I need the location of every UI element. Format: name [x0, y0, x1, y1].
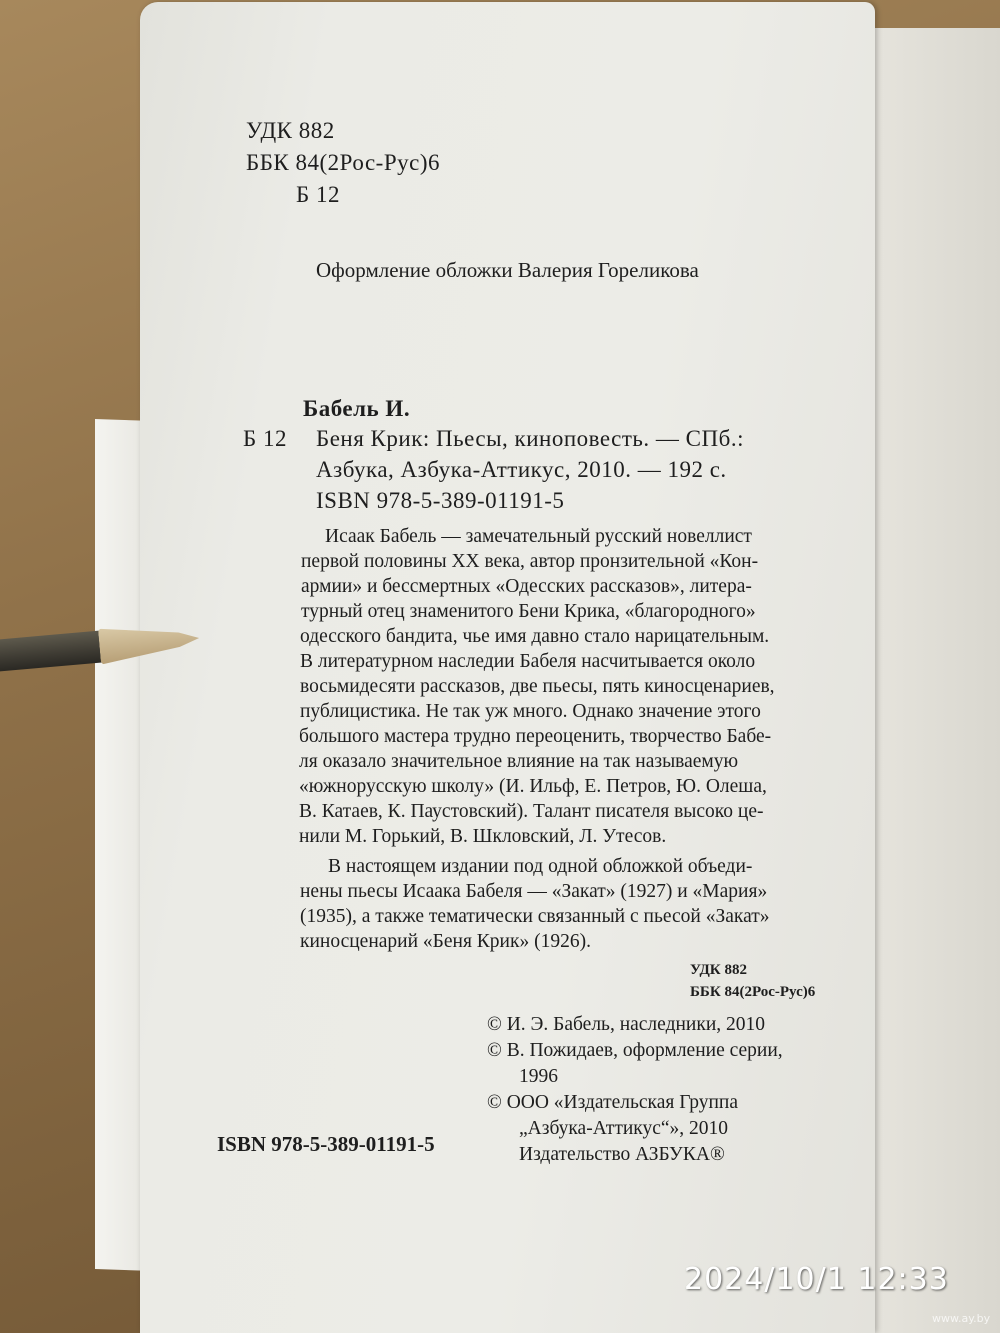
copyright-line: © В. Пожидаев, оформление серии, [487, 1040, 783, 1061]
annotation-line: Исаак Бабель — замечательный русский новеллист [325, 526, 752, 547]
annotation-line: нили М. Горький, В. Шкловский, Л. Утесов. [299, 826, 667, 847]
udk-code-bottom: УДК 882 [690, 962, 747, 978]
annotation-line: ля оказало значительное влияние на так называемую [299, 751, 739, 772]
catalog-isbn: ISBN 978-5-389-01191-5 [316, 488, 565, 513]
annotation-line: киносценарий «Беня Крик» (1926). [300, 931, 591, 952]
annotation-line: турный отец знаменитого Бени Крика, «благородного» [301, 601, 756, 622]
annotation-line: В. Катаев, К. Паустовский). Талант писателя высоко це- [299, 801, 764, 822]
bbk-code: ББК 84(2Рос-Рус)6 [246, 150, 440, 175]
publisher-line: Издательство АЗБУКА® [519, 1144, 725, 1165]
copyright-line: © ООО «Издательская Группа [487, 1092, 739, 1113]
copyright-line: © И. Э. Бабель, наследники, 2010 [487, 1014, 766, 1035]
annotation-line: большого мастера трудно переоценить, творчество Бабе- [299, 726, 772, 747]
bbk-code-bottom: ББК 84(2Рос-Рус)6 [690, 984, 816, 1000]
catalog-title-line1: Беня Крик: Пьесы, киноповесть. — СПб.: [316, 426, 744, 451]
catalog-code: Б 12 [243, 426, 287, 451]
annotation-line: В литературном наследии Бабеля насчитывается около [300, 651, 756, 672]
catalog-author: Бабель И. [303, 396, 411, 421]
annotation-line: В настоящем издании под одной обложкой объеди- [328, 856, 753, 877]
annotation-line: восьмидесяти рассказов, две пьесы, пять киносценариев, [300, 676, 775, 697]
annotation-line: первой половины XX века, автор пронзительной «Кон- [301, 551, 759, 572]
catalog-title-line2: Азбука, Азбука-Аттикус, 2010. — 192 с. [316, 457, 727, 482]
site-watermark: www.ay.by [932, 1312, 991, 1325]
copyright-line: „Азбука-Аттикус“», 2010 [519, 1118, 729, 1139]
annotation-line: «южнорусскую школу» (И. Ильф, Е. Петров, Ю. Олеша, [299, 776, 767, 797]
annotation-line: (1935), а также тематически связанный с пьесой «Закат» [300, 906, 770, 927]
pencil-body [0, 630, 106, 674]
annotation-line: одесского бандита, чье имя давно стало нарицательным. [300, 626, 770, 647]
photo-timestamp: 2024/10/1 12:33 [684, 1262, 949, 1297]
isbn-bottom: ISBN 978-5-389-01191-5 [217, 1132, 435, 1156]
annotation-line: нены пьесы Исаака Бабеля — «Закат» (1927) и «Мария» [300, 881, 768, 902]
copyright-line: 1996 [519, 1066, 558, 1087]
udk-code: УДК 882 [246, 118, 335, 143]
annotation-line: армии» и бессмертных «Одесских рассказов», литера- [301, 576, 752, 597]
pencil-tip [98, 620, 201, 665]
annotation-line: публицистика. Не так уж много. Однако значение этого [300, 701, 761, 722]
cover-design-credit: Оформление обложки Валерия Гореликова [316, 258, 699, 282]
author-mark: Б 12 [296, 182, 340, 207]
